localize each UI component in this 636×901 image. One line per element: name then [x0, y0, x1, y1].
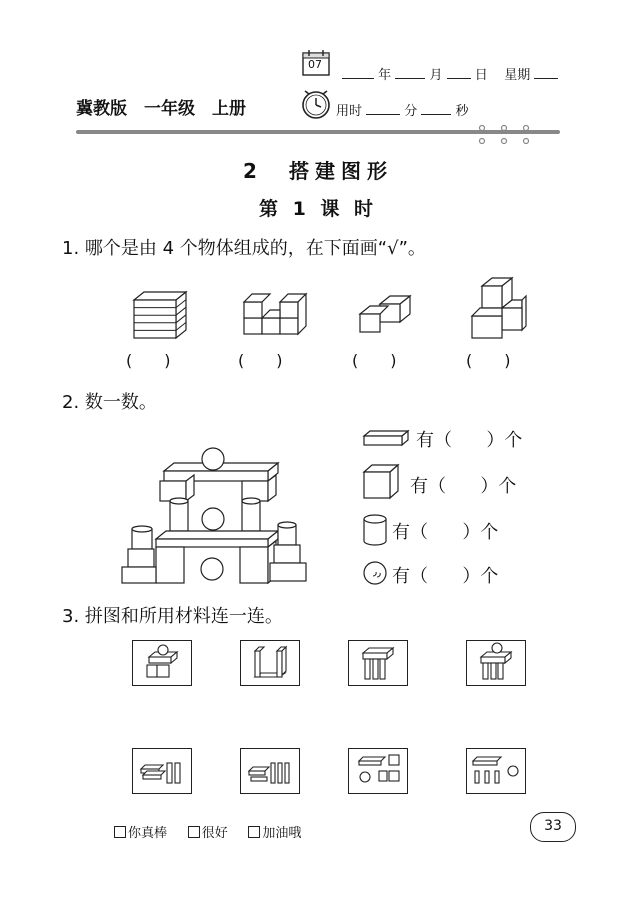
checkbox-icon[interactable] — [188, 826, 200, 838]
calendar-day: 07 — [308, 58, 322, 71]
q3-bottom-materials-2[interactable] — [240, 748, 300, 794]
page-number: 33 — [544, 818, 562, 834]
q1-figure-u-cubes — [242, 290, 308, 338]
year-label: 年 — [378, 68, 392, 83]
second-label: 秒 — [455, 104, 469, 119]
q1-answer-1[interactable]: ( ) — [126, 351, 171, 370]
q3-bottom-materials-3[interactable] — [348, 748, 408, 794]
q3-top-picture-2[interactable] — [240, 640, 300, 686]
q1-answer-4[interactable]: ( ) — [466, 351, 511, 370]
clock-icon — [300, 88, 332, 120]
question-1-text: 1. 哪个是由 4 个物体组成的，在下面画“√”。 — [62, 238, 426, 259]
weekday-label: 星期 — [504, 68, 531, 83]
checkbox-icon[interactable] — [248, 826, 260, 838]
divider-decoration — [476, 124, 536, 146]
cube-icon — [362, 464, 400, 500]
q1-answer-3[interactable]: ( ) — [352, 351, 397, 370]
cylinder-icon — [362, 514, 388, 546]
q1-figure-tower-cubes — [470, 276, 530, 342]
month-label: 月 — [429, 68, 443, 83]
q2-cube-count[interactable]: 有（ ）个 — [410, 476, 517, 497]
time-used-label: 用时 — [336, 104, 363, 119]
q3-bottom-materials-1[interactable] — [132, 748, 192, 794]
q2-building-figure — [120, 445, 320, 585]
question-3-text: 3. 拼图和所用材料连一连。 — [62, 606, 283, 627]
q3-top-picture-1[interactable] — [132, 640, 192, 686]
q1-figure-l-cubes — [358, 294, 418, 334]
rating-option-3[interactable]: 加油哦 — [248, 826, 301, 841]
question-2-text: 2. 数一数。 — [62, 392, 157, 413]
date-line — [342, 64, 558, 83]
lesson-title: 第 1 课 时 — [258, 198, 378, 220]
sphere-icon — [362, 560, 388, 586]
rating-option-2[interactable]: 很好 — [188, 826, 228, 841]
time-used-line — [336, 100, 469, 119]
cuboid-icon — [362, 430, 410, 446]
day-label: 日 — [474, 68, 488, 83]
q3-top-picture-3[interactable] — [348, 640, 408, 686]
q1-answer-2[interactable]: ( ) — [238, 351, 283, 370]
chapter-title: 2 搭建图形 — [243, 159, 393, 183]
q2-cylinder-count[interactable]: 有（ ）个 — [392, 522, 499, 543]
calendar-icon — [302, 50, 330, 76]
q1-figure-stacked-slabs — [130, 290, 190, 342]
q3-top-picture-4[interactable] — [466, 640, 526, 686]
minute-label: 分 — [404, 104, 418, 119]
rating-option-1[interactable]: 你真棒 — [114, 826, 167, 841]
q3-bottom-materials-4[interactable] — [466, 748, 526, 794]
checkbox-icon[interactable] — [114, 826, 126, 838]
rating-row — [114, 822, 301, 841]
publisher-grade: 冀教版 一年级 上册 — [76, 99, 246, 119]
q2-sphere-count[interactable]: 有（ ）个 — [392, 566, 499, 587]
page-number-badge — [530, 812, 576, 842]
q2-cuboid-count[interactable]: 有（ ）个 — [416, 430, 523, 451]
